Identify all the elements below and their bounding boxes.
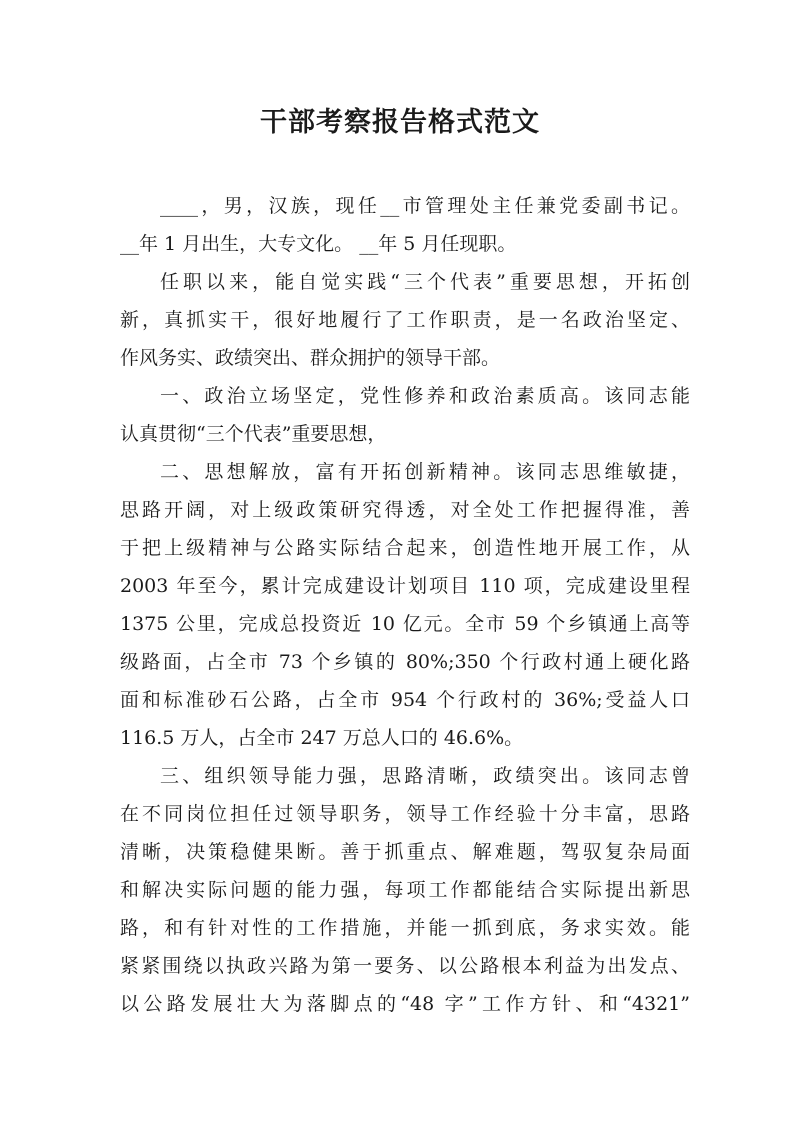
document-title: 干部考察报告格式范文 <box>260 107 540 138</box>
paragraph-line: 116.5 万人，占全市 247 万总人口的 46.6%。 <box>120 727 524 749</box>
paragraph-line: 紧紧围绕以执政兴路为第一要务、以公路根本利益为出发点、 <box>120 955 690 977</box>
paragraph-line: 思路开阔，对上级政策研究得透，对全处工作把握得准，善 <box>120 499 690 521</box>
paragraph-line: 清晰，决策稳健果断。善于抓重点、解难题，驾驭复杂局面 <box>120 841 690 863</box>
paragraph-line: 新，真抓实干，很好地履行了工作职责，是一名政治坚定、 <box>120 309 690 331</box>
paragraph-line: 路，和有针对性的工作措施，并能一抓到底，务求实效。能 <box>120 917 690 939</box>
paragraph-line: ____，男，汉族，现任__市管理处主任兼党委副书记。 <box>160 195 690 217</box>
paragraph-line: 2003 年至今，累计完成建设计划项目 110 项，完成建设里程 <box>120 575 690 597</box>
paragraph-line: 二、思想解放，富有开拓创新精神。该同志思维敏捷， <box>160 461 690 483</box>
paragraph-line: 1375 公里，完成总投资近 10 亿元。全市 59 个乡镇通上高等 <box>120 613 690 635</box>
paragraph-line: 任职以来，能自觉实践“三个代表”重要思想，开拓创 <box>160 271 690 293</box>
paragraph-line: 以公路发展壮大为落脚点的“48 字”工作方针、和“4321” <box>120 993 690 1015</box>
paragraph-line: 于把上级精神与公路实际结合起来，创造性地开展工作，从 <box>120 537 690 559</box>
paragraph-line: 级路面，占全市 73 个乡镇的 80%;350 个行政村通上硬化路 <box>120 651 690 673</box>
paragraph-line: 三、组织领导能力强，思路清晰，政绩突出。该同志曾 <box>160 765 690 787</box>
paragraph-line: 在不同岗位担任过领导职务，领导工作经验十分丰富，思路 <box>120 803 690 825</box>
paragraph-line: 和解决实际问题的能力强，每项工作都能结合实际提出新思 <box>120 879 690 901</box>
paragraph-line: 作风务实、政绩突出、群众拥护的领导干部。 <box>120 347 501 369</box>
paragraph-line: 认真贯彻“三个代表”重要思想， <box>120 423 387 445</box>
paragraph-line: 一、政治立场坚定，党性修养和政治素质高。该同志能 <box>160 385 690 407</box>
paragraph-line: 面和标准砂石公路，占全市 954 个行政村的 36%;受益人口 <box>120 689 690 711</box>
paragraph-line: __年 1 月出生，大专文化。 __年 5 月任现职。 <box>120 233 517 255</box>
